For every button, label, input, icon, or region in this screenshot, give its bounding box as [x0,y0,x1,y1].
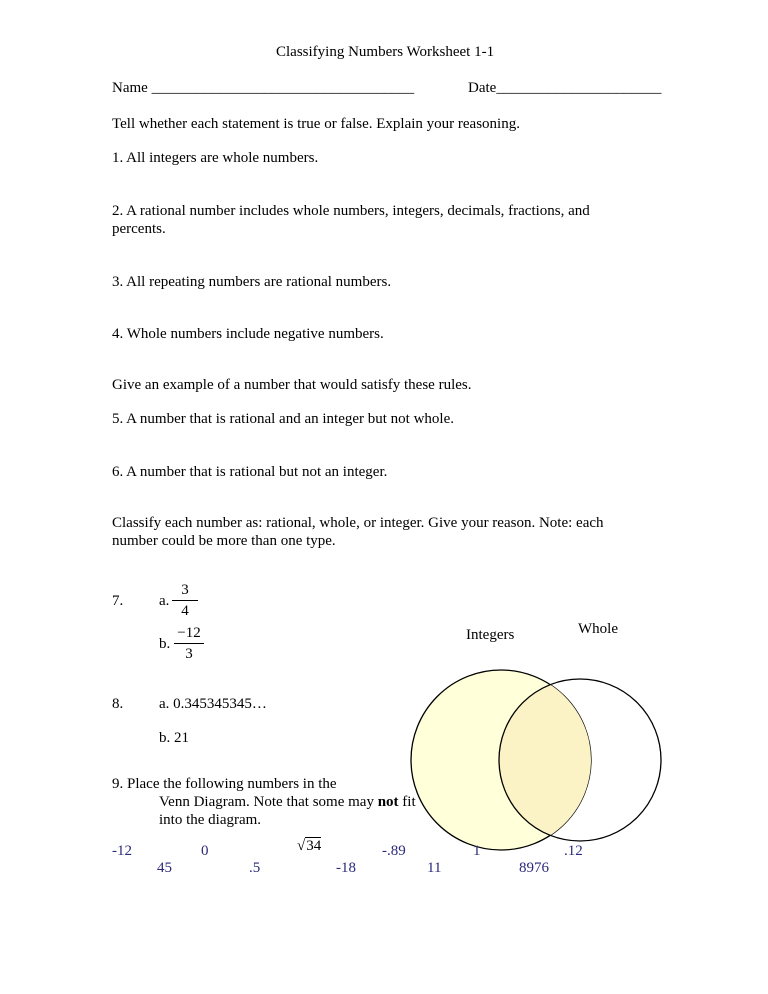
date-field-label[interactable]: Date______________________ [468,80,662,96]
overlap-region [499,679,661,841]
number-item-sqrt[interactable] [297,838,321,855]
question-8b: b. 21 [159,730,189,746]
question-7b-denominator: 3 [185,646,193,662]
name-field-label[interactable]: Name ___________________________________ [112,80,415,96]
number-item[interactable]: .5 [249,860,261,876]
number-item[interactable]: 45 [157,860,172,876]
venn-label-whole: Whole [578,621,618,637]
question-4: 4. Whole numbers include negative numbers. [112,326,384,342]
question-7a-numerator: 3 [181,582,189,598]
question-9-line2-text: Venn Diagram. Note that some may [159,794,378,810]
number-item[interactable]: -.89 [382,843,406,859]
question-7a-label: a. [159,593,170,609]
question-8-number: 8. [112,696,124,712]
sqrt-icon: √ [297,838,306,854]
question-7-number: 7. [112,593,124,609]
question-7a-denominator: 4 [181,603,189,619]
number-item[interactable]: -18 [336,860,356,876]
question-3: 3. All repeating numbers are rational numbers. [112,274,392,290]
question-7b-numerator: −12 [177,625,201,641]
question-9-line2-end: fit [398,794,416,810]
section2-instructions: Give an example of a number that would satisfy these rules. [112,377,472,393]
question-1: 1. All integers are whole numbers. [112,150,319,166]
number-item[interactable]: .12 [564,843,583,859]
section1-instructions: Tell whether each statement is true or false. Explain your reasoning. [112,116,520,132]
question-9-line1: 9. Place the following numbers in the [112,776,337,792]
question-2-line1: 2. A rational number includes whole numbers, integers, decimals, fractions, and [112,203,590,219]
number-item[interactable]: 8976 [519,860,549,876]
question-6: 6. A number that is rational but not an integer. [112,464,388,480]
question-9-line3: into the diagram. [159,812,262,828]
question-8a: a. 0.345345345… [159,696,267,712]
number-item[interactable]: 0 [201,843,209,859]
number-item[interactable]: -12 [112,843,132,859]
question-7b-label: b. [159,636,171,652]
number-item[interactable]: 1 [473,843,481,859]
venn-label-integers: Integers [466,627,515,643]
question-9-not-bold: not [377,794,399,810]
question-5: 5. A number that is rational and an integer but not whole. [112,411,455,427]
section3-instructions-line1: Classify each number as: rational, whole, or integer. Give your reason. Note: each [112,515,604,531]
section3-instructions-line2: number could be more than one type. [112,533,336,549]
worksheet-title: Classifying Numbers Worksheet 1-1 [276,44,495,60]
sqrt-radicand: 34 [306,838,322,854]
number-item[interactable]: 11 [427,860,442,876]
question-2-line2: percents. [112,221,166,237]
